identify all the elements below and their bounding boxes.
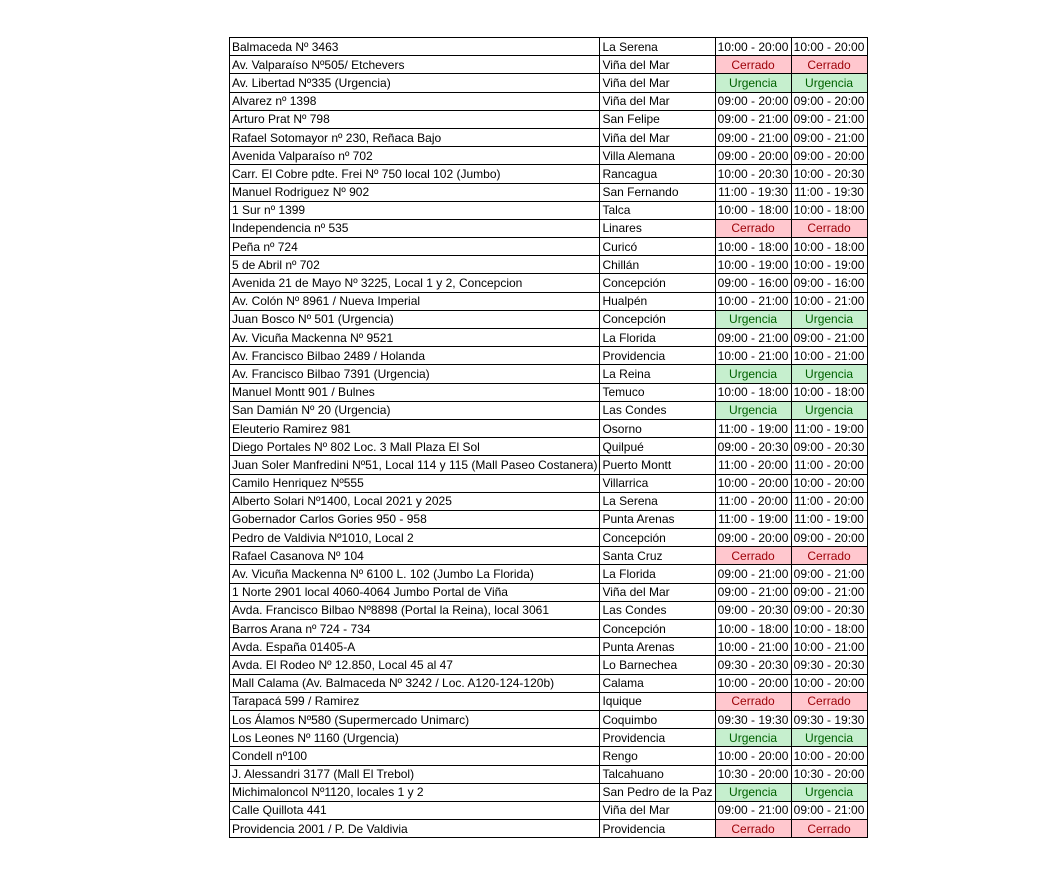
table-row xyxy=(230,92,868,110)
city-cell[interactable]: Punta Arenas xyxy=(600,510,715,528)
hours-weekend-cell[interactable]: 10:00 - 21:00 xyxy=(791,347,867,365)
city-cell[interactable]: Villa Alemana xyxy=(600,147,715,165)
hours-weekend-cell[interactable]: Urgencia xyxy=(791,74,867,92)
hours-weekday-cell[interactable]: 10:00 - 18:00 xyxy=(715,620,791,638)
hours-weekend-cell[interactable]: 11:00 - 20:00 xyxy=(791,456,867,474)
hours-weekend-cell[interactable]: 09:30 - 20:30 xyxy=(791,656,867,674)
city-cell[interactable]: Quilpué xyxy=(600,438,715,456)
hours-weekend-cell[interactable]: Cerrado xyxy=(791,692,867,710)
hours-weekday-cell[interactable]: 09:00 - 21:00 xyxy=(715,128,791,146)
table-row xyxy=(230,801,868,819)
table-row xyxy=(230,219,868,237)
table-row xyxy=(230,347,868,365)
address-cell[interactable]: Independencia nº 535 xyxy=(230,219,600,237)
table-row xyxy=(230,565,868,583)
table-row xyxy=(230,56,868,74)
address-cell[interactable]: Carr. El Cobre pdte. Frei Nº 750 local 102 (Jumbo) xyxy=(230,165,600,183)
hours-weekend-cell[interactable]: 10:00 - 19:00 xyxy=(791,256,867,274)
city-cell[interactable]: Viña del Mar xyxy=(600,92,715,110)
hours-weekend-cell[interactable]: 11:00 - 19:30 xyxy=(791,183,867,201)
city-cell[interactable]: Rengo xyxy=(600,747,715,765)
address-cell[interactable]: Barros Arana nº 724 - 734 xyxy=(230,620,600,638)
table-row xyxy=(230,783,868,801)
hours-weekend-cell[interactable]: 09:00 - 20:30 xyxy=(791,438,867,456)
city-cell[interactable]: Viña del Mar xyxy=(600,128,715,146)
city-cell[interactable]: Puerto Montt xyxy=(600,456,715,474)
table-row xyxy=(230,492,868,510)
hours-weekend-cell[interactable]: Urgencia xyxy=(791,783,867,801)
hours-weekday-cell[interactable]: 10:00 - 20:00 xyxy=(715,674,791,692)
hours-weekday-cell[interactable]: 09:00 - 20:30 xyxy=(715,438,791,456)
city-cell[interactable]: Concepción xyxy=(600,529,715,547)
table-row xyxy=(230,547,868,565)
hours-weekday-cell[interactable]: Cerrado xyxy=(715,56,791,74)
address-cell[interactable]: Av. Colón Nº 8961 / Nueva Imperial xyxy=(230,292,600,310)
hours-weekend-cell[interactable]: 10:00 - 21:00 xyxy=(791,292,867,310)
address-cell[interactable]: Michimaloncol Nº1120, locales 1 y 2 xyxy=(230,783,600,801)
city-cell[interactable]: Las Condes xyxy=(600,401,715,419)
address-cell[interactable]: Eleuterio Ramirez 981 xyxy=(230,419,600,437)
table-row xyxy=(230,383,868,401)
table-row xyxy=(230,147,868,165)
hours-weekend-cell[interactable]: 10:00 - 18:00 xyxy=(791,238,867,256)
address-cell[interactable]: Arturo Prat Nº 798 xyxy=(230,110,600,128)
address-cell[interactable]: Av. Francisco Bilbao 7391 (Urgencia) xyxy=(230,365,600,383)
address-cell[interactable]: 1 Norte 2901 local 4060-4064 Jumbo Portal de Viña xyxy=(230,583,600,601)
city-cell[interactable]: Villarrica xyxy=(600,474,715,492)
hours-weekday-cell[interactable]: Urgencia xyxy=(715,365,791,383)
table-row xyxy=(230,601,868,619)
hours-weekday-cell[interactable]: 10:00 - 20:30 xyxy=(715,165,791,183)
city-cell[interactable]: Rancagua xyxy=(600,165,715,183)
city-cell[interactable]: La Reina xyxy=(600,365,715,383)
city-cell[interactable]: Temuco xyxy=(600,383,715,401)
hours-weekend-cell[interactable]: 09:00 - 20:00 xyxy=(791,147,867,165)
address-cell[interactable]: Pedro de Valdivia Nº1010, Local 2 xyxy=(230,529,600,547)
address-cell[interactable]: Diego Portales Nº 802 Loc. 3 Mall Plaza El Sol xyxy=(230,438,600,456)
address-cell[interactable]: Providencia 2001 / P. De Valdivia xyxy=(230,820,600,838)
city-cell[interactable]: San Pedro de la Paz xyxy=(600,783,715,801)
hours-weekday-cell[interactable]: 10:00 - 20:00 xyxy=(715,38,791,56)
hours-weekend-cell[interactable]: 09:00 - 20:30 xyxy=(791,601,867,619)
hours-weekend-cell[interactable]: 10:00 - 20:00 xyxy=(791,747,867,765)
address-cell[interactable]: Condell nº100 xyxy=(230,747,600,765)
city-cell[interactable]: Providencia xyxy=(600,729,715,747)
city-cell[interactable]: La Serena xyxy=(600,492,715,510)
city-cell[interactable]: Chillán xyxy=(600,256,715,274)
table-row xyxy=(230,38,868,56)
address-cell[interactable]: Juan Bosco Nº 501 (Urgencia) xyxy=(230,310,600,328)
address-cell[interactable]: Juan Soler Manfredini Nº51, Local 114 y 115 (Mall Paseo Costanera) xyxy=(230,456,600,474)
address-cell[interactable]: Avda. España 01405-A xyxy=(230,638,600,656)
address-cell[interactable]: Av. Libertad Nº335 (Urgencia) xyxy=(230,74,600,92)
table-row xyxy=(230,238,868,256)
address-cell[interactable]: San Damián Nº 20 (Urgencia) xyxy=(230,401,600,419)
hours-weekend-cell[interactable]: Urgencia xyxy=(791,310,867,328)
city-cell[interactable]: Osorno xyxy=(600,419,715,437)
city-cell[interactable]: Iquique xyxy=(600,692,715,710)
hours-weekday-cell[interactable]: 09:00 - 21:00 xyxy=(715,801,791,819)
city-cell[interactable]: Curicó xyxy=(600,238,715,256)
hours-weekday-cell[interactable]: Cerrado xyxy=(715,692,791,710)
city-cell[interactable]: Las Condes xyxy=(600,601,715,619)
table-row xyxy=(230,692,868,710)
city-cell[interactable]: Coquimbo xyxy=(600,710,715,728)
hours-weekend-cell[interactable]: 09:00 - 20:00 xyxy=(791,92,867,110)
branch-hours-table xyxy=(229,37,868,838)
hours-weekday-cell[interactable]: 09:00 - 20:00 xyxy=(715,92,791,110)
hours-weekday-cell[interactable]: 11:00 - 19:30 xyxy=(715,183,791,201)
table-row xyxy=(230,620,868,638)
address-cell[interactable]: Balmaceda Nº 3463 xyxy=(230,38,600,56)
address-cell[interactable]: Rafael Casanova Nº 104 xyxy=(230,547,600,565)
hours-weekday-cell[interactable]: Cerrado xyxy=(715,547,791,565)
hours-weekday-cell[interactable]: 11:00 - 20:00 xyxy=(715,456,791,474)
hours-weekday-cell[interactable]: 09:00 - 21:00 xyxy=(715,565,791,583)
hours-weekend-cell[interactable]: 10:00 - 21:00 xyxy=(791,638,867,656)
city-cell[interactable]: Calama xyxy=(600,674,715,692)
hours-weekend-cell[interactable]: 09:00 - 21:00 xyxy=(791,110,867,128)
address-cell[interactable]: Avda. Francisco Bilbao Nº8898 (Portal la Reina), local 3061 xyxy=(230,601,600,619)
hours-weekday-cell[interactable]: Urgencia xyxy=(715,401,791,419)
hours-weekday-cell[interactable]: 10:00 - 18:00 xyxy=(715,238,791,256)
city-cell[interactable]: Concepción xyxy=(600,620,715,638)
hours-weekday-cell[interactable]: 09:00 - 20:00 xyxy=(715,529,791,547)
table-row xyxy=(230,438,868,456)
address-cell[interactable]: Manuel Montt 901 / Bulnes xyxy=(230,383,600,401)
city-cell[interactable]: Viña del Mar xyxy=(600,74,715,92)
address-cell[interactable]: Camilo Henriquez Nº555 xyxy=(230,474,600,492)
hours-weekend-cell[interactable]: Cerrado xyxy=(791,56,867,74)
address-cell[interactable]: Av. Francisco Bilbao 2489 / Holanda xyxy=(230,347,600,365)
hours-weekday-cell[interactable]: Cerrado xyxy=(715,219,791,237)
address-cell[interactable]: Av. Vicuña Mackenna Nº 6100 L. 102 (Jumbo La Florida) xyxy=(230,565,600,583)
table-row xyxy=(230,510,868,528)
address-cell[interactable]: Avenida Valparaíso nº 702 xyxy=(230,147,600,165)
hours-weekend-cell[interactable]: 10:00 - 18:00 xyxy=(791,201,867,219)
hours-weekday-cell[interactable]: 10:00 - 20:00 xyxy=(715,474,791,492)
hours-weekday-cell[interactable]: 10:00 - 18:00 xyxy=(715,201,791,219)
city-cell[interactable]: Providencia xyxy=(600,820,715,838)
city-cell[interactable]: San Fernando xyxy=(600,183,715,201)
hours-weekend-cell[interactable]: Urgencia xyxy=(791,729,867,747)
hours-weekend-cell[interactable]: 10:00 - 18:00 xyxy=(791,383,867,401)
address-cell[interactable]: Los Álamos Nº580 (Supermercado Unimarc) xyxy=(230,710,600,728)
hours-weekday-cell[interactable]: 11:00 - 20:00 xyxy=(715,492,791,510)
table-row xyxy=(230,419,868,437)
table-row xyxy=(230,583,868,601)
hours-weekend-cell[interactable]: Cerrado xyxy=(791,547,867,565)
hours-weekday-cell[interactable]: 11:00 - 19:00 xyxy=(715,510,791,528)
city-cell[interactable]: San Felipe xyxy=(600,110,715,128)
hours-weekend-cell[interactable]: 11:00 - 19:00 xyxy=(791,510,867,528)
hours-weekend-cell[interactable]: Urgencia xyxy=(791,365,867,383)
table-row xyxy=(230,729,868,747)
hours-weekday-cell[interactable]: 09:00 - 21:00 xyxy=(715,583,791,601)
hours-weekend-cell[interactable]: Urgencia xyxy=(791,401,867,419)
hours-weekend-cell[interactable]: 10:00 - 20:00 xyxy=(791,38,867,56)
city-cell[interactable]: La Florida xyxy=(600,565,715,583)
table-row xyxy=(230,165,868,183)
hours-weekend-cell[interactable]: 11:00 - 19:00 xyxy=(791,419,867,437)
hours-weekend-cell[interactable]: 09:00 - 20:00 xyxy=(791,529,867,547)
hours-weekday-cell[interactable]: Cerrado xyxy=(715,820,791,838)
address-cell[interactable]: J. Alessandri 3177 (Mall El Trebol) xyxy=(230,765,600,783)
hours-weekday-cell[interactable]: 10:00 - 20:00 xyxy=(715,747,791,765)
table-row xyxy=(230,656,868,674)
city-cell[interactable]: Punta Arenas xyxy=(600,638,715,656)
city-cell[interactable]: Talca xyxy=(600,201,715,219)
city-cell[interactable]: Concepción xyxy=(600,310,715,328)
hours-weekday-cell[interactable]: 10:00 - 18:00 xyxy=(715,383,791,401)
hours-weekday-cell[interactable]: 10:00 - 21:00 xyxy=(715,292,791,310)
hours-weekday-cell[interactable]: 10:00 - 19:00 xyxy=(715,256,791,274)
city-cell[interactable]: La Florida xyxy=(600,329,715,347)
hours-weekday-cell[interactable]: 11:00 - 19:00 xyxy=(715,419,791,437)
hours-weekday-cell[interactable]: 09:00 - 20:00 xyxy=(715,147,791,165)
hours-weekday-cell[interactable]: 09:00 - 16:00 xyxy=(715,274,791,292)
address-cell[interactable]: Peña nº 724 xyxy=(230,238,600,256)
table-row xyxy=(230,201,868,219)
address-cell[interactable]: Gobernador Carlos Gories 950 - 958 xyxy=(230,510,600,528)
hours-weekday-cell[interactable]: Urgencia xyxy=(715,310,791,328)
table-row xyxy=(230,401,868,419)
hours-weekend-cell[interactable]: 10:30 - 20:00 xyxy=(791,765,867,783)
hours-weekday-cell[interactable]: 09:00 - 21:00 xyxy=(715,110,791,128)
hours-weekend-cell[interactable]: 10:00 - 20:00 xyxy=(791,474,867,492)
hours-weekday-cell[interactable]: 09:00 - 20:30 xyxy=(715,601,791,619)
address-cell[interactable]: Rafael Sotomayor nº 230, Reñaca Bajo xyxy=(230,128,600,146)
address-cell[interactable]: Avda. El Rodeo Nº 12.850, Local 45 al 47 xyxy=(230,656,600,674)
hours-weekend-cell[interactable]: 10:00 - 18:00 xyxy=(791,620,867,638)
table-row xyxy=(230,820,868,838)
city-cell[interactable]: Santa Cruz xyxy=(600,547,715,565)
hours-weekend-cell[interactable]: 09:00 - 21:00 xyxy=(791,329,867,347)
hours-weekday-cell[interactable]: 09:30 - 20:30 xyxy=(715,656,791,674)
hours-weekend-cell[interactable]: 10:00 - 20:00 xyxy=(791,674,867,692)
address-cell[interactable]: Av. Valparaíso Nº505/ Etchevers xyxy=(230,56,600,74)
table-row xyxy=(230,256,868,274)
table-row xyxy=(230,74,868,92)
table-row xyxy=(230,110,868,128)
table-row xyxy=(230,310,868,328)
hours-weekday-cell[interactable]: 10:30 - 20:00 xyxy=(715,765,791,783)
address-cell[interactable]: Los Leones Nº 1160 (Urgencia) xyxy=(230,729,600,747)
table-row xyxy=(230,529,868,547)
address-cell[interactable]: Alvarez nº 1398 xyxy=(230,92,600,110)
hours-weekend-cell[interactable]: 09:00 - 21:00 xyxy=(791,583,867,601)
city-cell[interactable]: Talcahuano xyxy=(600,765,715,783)
hours-weekday-cell[interactable]: 10:00 - 21:00 xyxy=(715,347,791,365)
table-row xyxy=(230,183,868,201)
table-row xyxy=(230,365,868,383)
table-body xyxy=(230,38,868,838)
address-cell[interactable]: 1 Sur nº 1399 xyxy=(230,201,600,219)
hours-weekend-cell[interactable]: 09:00 - 16:00 xyxy=(791,274,867,292)
table-row xyxy=(230,128,868,146)
hours-weekday-cell[interactable]: Urgencia xyxy=(715,74,791,92)
hours-weekend-cell[interactable]: 09:30 - 19:30 xyxy=(791,710,867,728)
city-cell[interactable]: Viña del Mar xyxy=(600,801,715,819)
city-cell[interactable]: Hualpén xyxy=(600,292,715,310)
city-cell[interactable]: La Serena xyxy=(600,38,715,56)
table-row xyxy=(230,710,868,728)
city-cell[interactable]: Viña del Mar xyxy=(600,583,715,601)
table-row xyxy=(230,474,868,492)
address-cell[interactable]: Avenida 21 de Mayo Nº 3225, Local 1 y 2, Concepcion xyxy=(230,274,600,292)
address-cell[interactable]: Tarapacá 599 / Ramirez xyxy=(230,692,600,710)
hours-weekend-cell[interactable]: 09:00 - 21:00 xyxy=(791,565,867,583)
city-cell[interactable]: Lo Barnechea xyxy=(600,656,715,674)
city-cell[interactable]: Providencia xyxy=(600,347,715,365)
city-cell[interactable]: Concepción xyxy=(600,274,715,292)
table-row xyxy=(230,638,868,656)
hours-weekend-cell[interactable]: 09:00 - 21:00 xyxy=(791,128,867,146)
address-cell[interactable]: Mall Calama (Av. Balmaceda Nº 3242 / Loc. A120-124-120b) xyxy=(230,674,600,692)
table-row xyxy=(230,674,868,692)
hours-weekday-cell[interactable]: 09:00 - 21:00 xyxy=(715,329,791,347)
hours-weekday-cell[interactable]: Urgencia xyxy=(715,783,791,801)
table-row xyxy=(230,329,868,347)
table-row xyxy=(230,747,868,765)
hours-weekday-cell[interactable]: 09:30 - 19:30 xyxy=(715,710,791,728)
address-cell[interactable]: Calle Quillota 441 xyxy=(230,801,600,819)
address-cell[interactable]: Av. Vicuña Mackenna Nº 9521 xyxy=(230,329,600,347)
address-cell[interactable]: Alberto Solari Nº1400, Local 2021 y 2025 xyxy=(230,492,600,510)
city-cell[interactable]: Linares xyxy=(600,219,715,237)
hours-weekend-cell[interactable]: Cerrado xyxy=(791,219,867,237)
hours-weekday-cell[interactable]: Urgencia xyxy=(715,729,791,747)
hours-weekday-cell[interactable]: 10:00 - 21:00 xyxy=(715,638,791,656)
hours-weekend-cell[interactable]: 09:00 - 21:00 xyxy=(791,801,867,819)
city-cell[interactable]: Viña del Mar xyxy=(600,56,715,74)
hours-weekend-cell[interactable]: 11:00 - 20:00 xyxy=(791,492,867,510)
table-row xyxy=(230,765,868,783)
table-row xyxy=(230,292,868,310)
address-cell[interactable]: 5 de Abril nº 702 xyxy=(230,256,600,274)
table-row xyxy=(230,274,868,292)
hours-weekend-cell[interactable]: 10:00 - 20:30 xyxy=(791,165,867,183)
address-cell[interactable]: Manuel Rodriguez Nº 902 xyxy=(230,183,600,201)
hours-weekend-cell[interactable]: Cerrado xyxy=(791,820,867,838)
table-row xyxy=(230,456,868,474)
